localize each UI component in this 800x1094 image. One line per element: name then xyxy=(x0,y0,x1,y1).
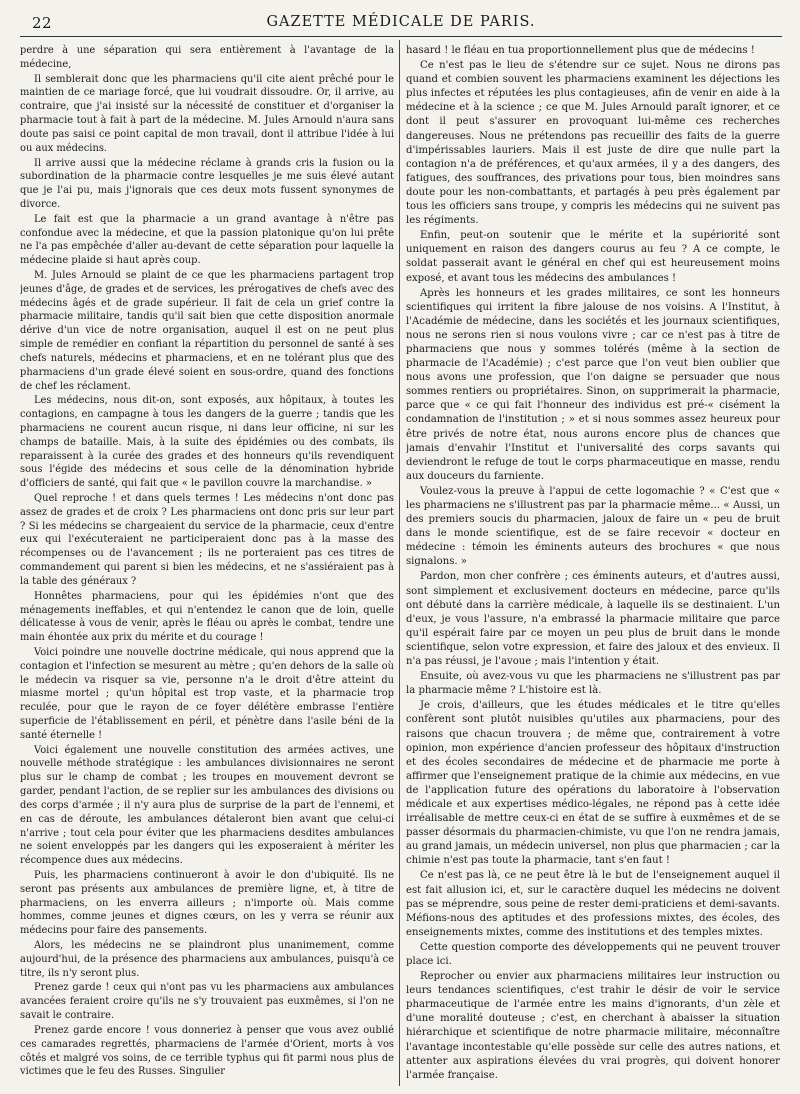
paragraph: Pardon, mon cher confrère ; ces éminents auteurs, et d'autres aussi, sont simplement et exclusivement docteurs en médecine, parce qu'ils ont débuté dans la carrière médicale, à laquelle ils se destinaient. L'un d'eux, je vous l'assure, n'a embrassé la pharmacie militaire que parce qu'il espérait faire par ce moyen un peu plus de bruit dans le monde scientifique, selon votre expression, et faire des jaloux et des envieux. Il n'a pas réussi, je l'avoue ; mais l'intention y était. xyxy=(406,571,780,668)
paragraph: Après les honneurs et les grades militaires, ce sont les honneurs scientifiques qui irritent la fibre jalouse de nos voisins. A l'Institut, à l'Académie de médecine, dans les sociétés et les journaux scientifiques, nous ne serons rien si nous voulons vivre ; car ce n'est pas à titre de pharmaciens que nous y sommes tolérés (même à la section de pharmacie de l'Académie) ; c'est parce que l'on veut bien oublier que nous avons une profession, que l'on daigne se persuader que nous sommes rentiers ou propriétaires. Sinon, on supprimerait la pharmacie, parce que « ce qui fait l'honneur des individus est pré-« cisément la condamnation de l'institution ; » et si nous sommes assez heureux pour être privés de notre état, nous aurons encore plus de chances que jamais d'envahir l'Institut et l'universalité des corps savants qui deviendront le refuge de tout le corps pharmaceutique en masse, rendu aux douceurs du farniente. xyxy=(406,287,780,482)
paragraph: Quel reproche ! et dans quels termes ! Les médecins n'ont donc pas assez de grades et de croix ? Les pharmaciens ont donc pris sur leur part ? Si les médecins se chargeaient du service de la pharmacie, ceux d'entre eux qui l'exécuteraient ne participeraient donc pas à la masse des récompenses ou de l'avancement ; ils ne porteraient pas ces titres de commandement qui parent si bien les médecins, et ne s'assiéraient pas à la table des généraux ? xyxy=(20,493,394,587)
header-rule xyxy=(20,36,782,37)
page-header xyxy=(20,10,782,36)
paragraph: Ensuite, où avez-vous vu que les pharmaciens ne s'illustrent pas par la pharmacie même ? L'histoire est là. xyxy=(406,671,780,697)
paragraph: Ce n'est pas là, ce ne peut être là le but de l'enseignement auquel il est fait allusion ici, et, sur le caractère duquel les médecins ne doivent pas se méprendre, sous peine de rester demi-praticiens et demi-savants. Méfions-nous des aptitudes et des professions mixtes, des écoles, des enseignements mixtes, comme des institutions et des temples mixtes. xyxy=(406,870,780,938)
paragraph: hasard ! le fléau en tua proportionnellement plus que de médecins ! xyxy=(406,45,755,56)
paragraph: Le fait est que la pharmacie a un grand avantage à n'être pas confondue avec la médecine, et que la passion platonique qu'on lui prête ne l'a pas empêchée d'aller au-devant de cette séparation pour laquelle la médecine plaide si haut après coup. xyxy=(20,213,394,267)
paragraph: Les médecins, nous dit-on, sont exposés, aux hôpitaux, à toutes les contagions, en campagne à tous les dangers de la guerre ; tandis que les pharmaciens ne courent aucun risque, ni dans leur officine, ni sur les champs de bataille. Mais, à la suite des épidémies ou des combats, ils reparaissent à la curée des grades et des honneurs qu'ils revendiquent sous l'égide des médecins et sous celle de la dénomination hybride d'officiers de santé, qui fait que « le pavillon couvre la marchandise. » xyxy=(20,395,394,490)
paragraph: Voici également une nouvelle constitution des armées actives, une nouvelle méthode stratégique : les ambulances divisionnaires ne seront plus sur le champ de combat ; les troupes en mouvement devront se garder, pendant l'action, de se replier sur les ambulances des divisions ou des corps d'armée ; il n'y aura plus de surprise de la part de l'ennemi, et en cas de déroute, les ambulances détaleront bien avant que celui-ci n'arrive ; tout cela pour éviter que les pharmaciens desdites ambulances ne soient enveloppés par les dangers qui les exposeraient à mériter les récompence dues aux médecins. xyxy=(20,744,394,867)
journal-title: GAZETTE MÉDICALE DE PARIS. xyxy=(266,14,536,30)
paragraph: Voici poindre une nouvelle doctrine médicale, qui nous apprend que la contagion et l'infection se mesurent au mètre ; qu'en dehors de la salle où le médecin va risquer sa vie, personne n'a le droit d'être atteint du miasme mortel ; qu'un hôpital est trop vaste, et la pharmacie trop reculée, pour que le rayon de ce foyer délétère embrasse l'entière superficie de l'établissement en péril, et pénètre dans l'asile béni de la santé éternelle ! xyxy=(20,646,394,741)
paragraph: Puis, les pharmaciens continueront à avoir le don d'ubiquité. Ils ne seront pas présents aux ambulances de première ligne, et, à titre de pharmaciens, on les enverra ailleurs ; n'importe où. Mais comme hommes, comme jeunes et dignes cœurs, on les y verra se réunir aux médecins pour faire des pansements. xyxy=(20,869,394,937)
paragraph: Honnêtes pharmaciens, pour qui les épidémies n'ont que des ménagements ineffables, et qui n'entendez le canon que de loin, quelle délicatesse à vous de venir, après le fléau ou après le combat, tendre une main éhontée aux prix du mérite et du courage ! xyxy=(20,590,394,644)
paragraph: Prenez garde encore ! vous donneriez à penser que vous avez oublié ces camarades regrettés, pharmaciens de l'armée d'Orient, morts à vos côtés et malgré vos soins, de ce terrible typhus qui fit parmi nous plus de victimes que le feu des Russes. Singulier xyxy=(20,1024,394,1078)
paragraph: Ce n'est pas le lieu de s'étendre sur ce sujet. Nous ne dirons pas quand et combien souvent les pharmaciens examinent les déjections les plus infectes et réputées les plus contagieuses, afin de venir en aide à la médecine et à la science ; ce que M. Jules Arnould paraît ignorer, et ce dont il peut s'assurer en provoquant lui-même ces recherches dangereuses. Nous ne prétendons pas recueillir des faits de la guerre d'impérissables lauriers. Mais il est juste de dire que nulle part la contagion n'a de préférences, et qu'aux armées, il y a des dangers, des fatigues, des souffrances, des privations pour tous, bien moindres sans doute pour les non-combattants, et partagés à peu près également par tous les officiers sans troupe, y compris les médecins qui ne suivent pas les régiments. xyxy=(406,60,780,227)
paragraph: Alors, les médecins ne se plaindront plus unanimement, comme aujourd'hui, de la présence des pharmaciens aux ambulances, puisqu'à ce titre, ils n'y seront plus. xyxy=(20,940,394,979)
paragraph: Voulez-vous la preuve à l'appui de cette logomachie ? « C'est que « les pharmaciens ne s'illustrent pas par la pharmacie même... « Aussi, un des premiers soucis du pharmacien, jaloux de faire un « peu de bruit dans le monde scientifique, est de se faire recevoir « docteur en médecine : témoin les éminents auteurs des brochures « que nous signalons. » xyxy=(406,485,780,568)
right-column xyxy=(406,44,780,1084)
paragraph: Reprocher ou envier aux pharmaciens militaires leur instruction ou leurs tendances scientifiques, c'est trahir le désir de voir le service pharmaceutique de l'armée entre les mains d'ignorants, d'un zèle et d'une moralité douteuse ; c'est, en cherchant à abaisser la situation hiérarchique et scientifique de notre pharmacie militaire, méconnaître l'avantage incontestable qu'elle possède sur celle des autres nations, et attenter aux aspirations élevées du vrai progrès, qui doivent honorer l'armée française. xyxy=(406,971,780,1081)
page-number: 22 xyxy=(32,14,53,32)
paragraph: Il semblerait donc que les pharmaciens qu'il cite aient prêché pour le maintien de ce mariage forcé, que lui voudrait dissoudre. Or, il arrive, au contraire, que j'ai insisté sur la nécessité de constituer et d'organiser la pharmacie tout à fait à part de la médecine. M. Jules Arnould n'aura sans doute pas saisi ce point capital de mon travail, dont il attribue l'idée à lui ou aux médecins. xyxy=(20,73,394,154)
column-divider xyxy=(399,40,400,1086)
paragraph: Prenez garde ! ceux qui n'ont pas vu les pharmaciens aux ambulances avancées feraient croire qu'ils ne s'y trouvaient pas euxmêmes, si l'on ne savait le contraire. xyxy=(20,982,394,1022)
paragraph: perdre à une séparation qui sera entièrement à l'avantage de la médecine, xyxy=(20,45,394,70)
paragraph: Enfin, peut-on soutenir que le mérite et la supériorité sont uniquement en raison des dangers courus au feu ? A ce compte, le soldat passerait avant le général en chef qui est heureusement moins exposé, et avant tous les médecins des ambulances ! xyxy=(406,230,780,284)
left-column xyxy=(20,44,394,1084)
paragraph: M. Jules Arnould se plaint de ce que les pharmaciens partagent trop jeunes d'âge, de grades et de services, les prérogatives de chefs avec des médecins âgés et de grade supérieur. Il fait de cela un grief contre la pharmacie militaire, tandis qu'il sait bien que cette disposition anormale dérive d'un vice de notre organisation, auquel il est on ne peut plus simple de remédier en confiant la répartition du personnel de santé à ses chefs naturels, médecins et pharmaciens, et en ne tolérant plus que des pharmaciens d'un grade élevé soient en sous-ordre, quand des fonctions de chef les réclament. xyxy=(20,270,394,392)
paragraph: Cette question comporte des développements qui ne peuvent trouver place ici. xyxy=(406,941,780,967)
paragraph: Je crois, d'ailleurs, que les études médicales et le titre qu'elles confèrent sont plutôt nuisibles qu'utiles aux pharmaciens, pour des raisons que chacun trouvera ; de même que, contrairement à votre opinion, mon expérience d'ancien professeur des hôpitaux d'instruction et des écoles secondaires de médecine et de pharmacie me porte à affirmer que l'enseignement pratique de la chimie aux médecins, en vue de l'application future des opérations du laboratoire à l'observation médicale et aux expertises médico-légales, ne répond pas à cette idée irréalisable de mettre ceux-ci en état de se suffire à euxmêmes et de se passer désormais du pharmacien-chimiste, vu que l'on ne rendra jamais, au grand jamais, un médecin universel, non plus que pharmacien ; car la chimie n'est pas toute la pharmacie, tant s'en faut ! xyxy=(406,700,780,867)
paragraph: Il arrive aussi que la médecine réclame à grands cris la fusion ou la subordination de la pharmacie contre lesquelles je me suis élevé autant que je l'ai pu, mais j'ignorais que ces deux mots fussent synonymes de divorce. xyxy=(20,157,394,210)
